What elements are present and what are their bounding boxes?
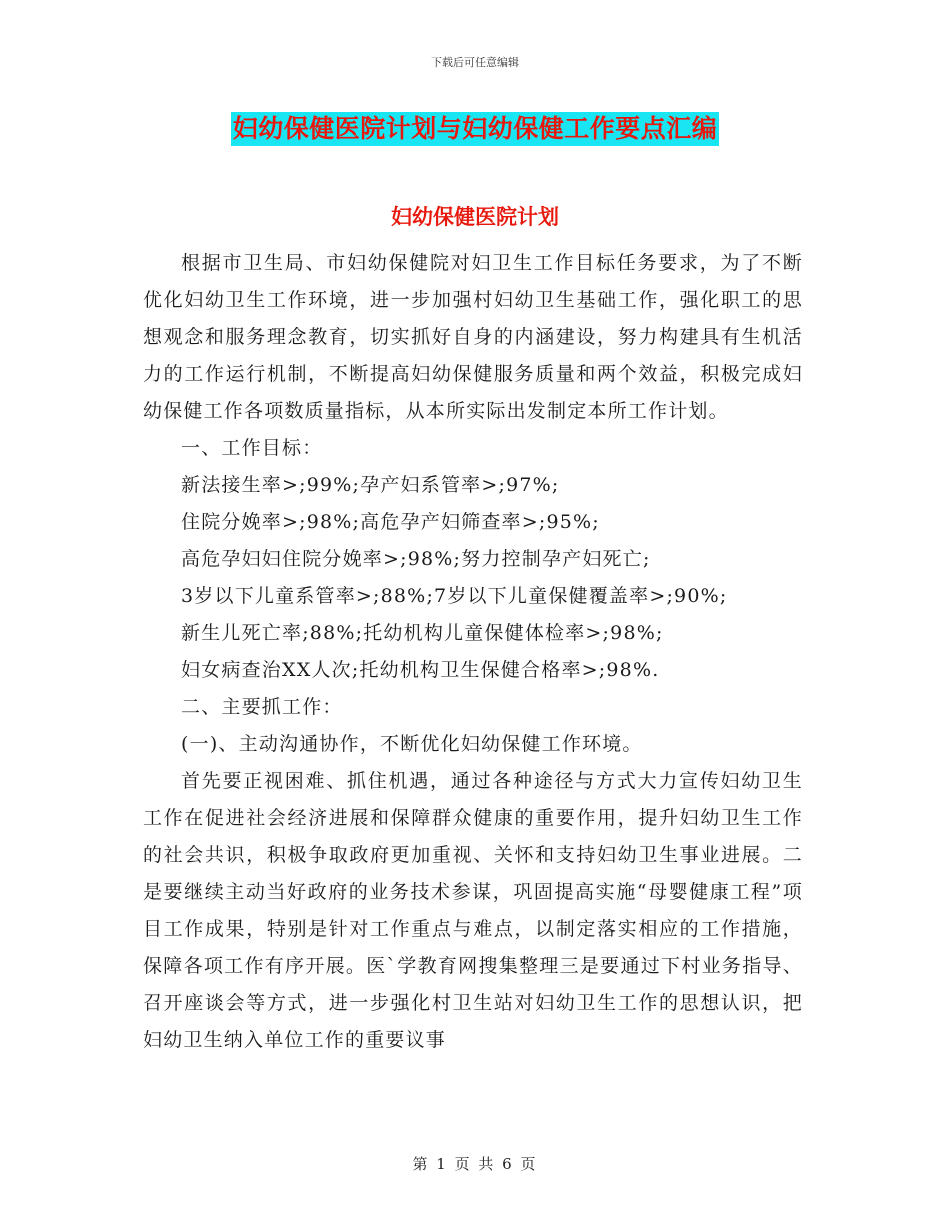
goal-line: 新法接生率>;99%;孕产妇系管率>;97%; (181, 474, 560, 496)
main-title (0, 112, 950, 146)
section-heading-goals: 一、工作目标： (181, 437, 323, 459)
goal-line: 3岁以下儿童系管率>;88%;7岁以下儿童保健覆盖率>;90%; (181, 585, 728, 607)
section-title: 妇幼保健医院计划 (391, 205, 559, 229)
goal-line: 高危孕妇妇住院分娩率>;98%;努力控制孕产妇死亡; (181, 548, 651, 570)
section-heading-work: 二、主要抓工作： (181, 696, 343, 718)
intro-paragraph: 根据市卫生局、市妇幼保健院对妇卫生工作目标任务要求，为了不断优化妇幼卫生工作环境，进一步加强村妇幼卫生基础工作，强化职工的思想观念和服务理念教育，切实抓好自身的内涵建设，努力构建具有生机活力的工作运行机制，不断提高妇幼保健服务质量和两个效益，积极完成妇幼保健工作各项数质量指标，从本所实际出发制定本所工作计划。 (143, 252, 803, 422)
goal-line: 新生儿死亡率;88%;托幼机构儿童保健体检率>;98%; (181, 622, 664, 644)
document-body (143, 245, 803, 1059)
page-footer: 第 1 页 共 6 页 (412, 1155, 538, 1173)
main-title-text: 妇幼保健医院计划与妇幼保健工作要点汇编 (231, 112, 720, 146)
goal-line: 妇女病查治XX人次;托幼机构卫生保健合格率>;98%. (181, 659, 660, 681)
header-note: 下载后可任意编辑 (431, 56, 519, 69)
goal-line: 住院分娩率>;98%;高危孕产妇筛查率>;95%; (181, 511, 600, 533)
body-paragraph: 首先要正视困难、抓住机遇，通过各种途径与方式大力宣传妇幼卫生工作在促进社会经济进展和保障群众健康的重要作用，提升妇幼卫生工作的社会共识，积极争取政府更加重视、关怀和支持妇幼卫生事业进展。二是要继续主动当好政府的业务技术参谋，巩固提高实施“母婴健康工程”项目工作成果，特别是针对工作重点与难点，以制定落实相应的工作措施，保障各项工作有序开展。医`学教育网搜集整理三是要通过下村业务指导、召开座谈会等方式，进一步强化村卫生站对妇幼卫生工作的思想认识，把妇幼卫生纳入单位工作的重要议事 (143, 770, 803, 1051)
subsection-heading: (一)、主动沟通协作，不断优化妇幼保健工作环境。 (181, 733, 643, 755)
